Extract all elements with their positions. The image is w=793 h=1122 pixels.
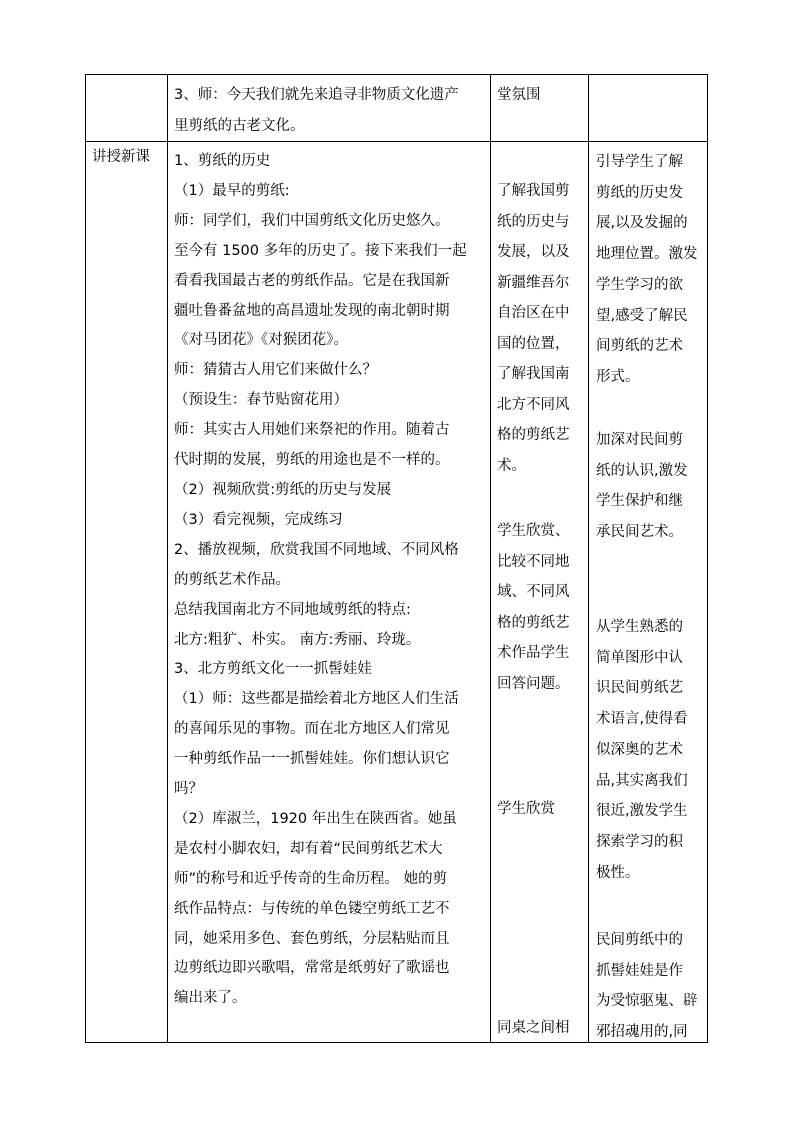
text-line: 《对马团花》《对猴团花》。 (174, 332, 348, 349)
text-line: 发展，以及 (497, 244, 570, 260)
text-line: 剪纸的历史发 (596, 184, 683, 201)
text-line: 承民间艺术。 (596, 524, 683, 541)
text-line: 展,以及发掘的 (596, 215, 688, 232)
text-line: 国的位置， (497, 335, 570, 352)
text-line: 是农村小脚农妇，却有着“民间剪纸艺术大 (174, 840, 443, 857)
table-border-top (85, 74, 708, 75)
text-line: 了解我国剪 (497, 183, 570, 199)
text-line: 纸的历史与 (497, 213, 570, 230)
text-line: 从学生熟悉的 (596, 619, 683, 635)
text-line: 1、剪纸的历史 (174, 153, 271, 169)
text-line: 看看我国最古老的剪纸作品。它是在我国新 (174, 272, 450, 289)
text-line: 2、播放视频，欣赏我国不同地域、不同风格 (174, 541, 459, 558)
student-activity-block (497, 1018, 570, 1038)
text-line: 3、北方剪纸文化一一抓髻娃娃 (174, 661, 372, 678)
text-line: 纸作品特点：与传统的单色镂空剪纸工艺不 (174, 900, 450, 917)
text-line: 简单图形中认 (596, 649, 683, 666)
text-line: 学生欣赏 (497, 801, 555, 817)
column-divider (588, 74, 589, 1043)
student-activity-block (497, 799, 555, 819)
text-line: 识民间剪纸艺 (596, 680, 683, 697)
text-line: （2）视频欣赏:剪纸的历史与发展 (174, 481, 392, 498)
text-line: 至今有 1500 多年的历史了。接下来我们一起 (174, 242, 467, 259)
text-line: 总结我国南北方不同地域剪纸的特点: (174, 601, 411, 618)
text-line: 品,其实离我们 (596, 772, 688, 789)
text-line: 邪招魂用的,同 (596, 1024, 688, 1041)
teacher-activity-cell (174, 80, 459, 142)
text-line: 格的剪纸艺 (497, 427, 570, 443)
column-divider (490, 74, 491, 1043)
design-intent-block (596, 612, 688, 888)
text-line: 纸的认识,激发 (596, 462, 688, 479)
text-line: 术作品学生 (497, 645, 570, 661)
text-line: 比较不同地 (497, 553, 570, 570)
text-line: 吗？ (174, 781, 203, 798)
text-line: （1）最早的剪纸: (174, 182, 290, 199)
text-line: 同桌之间相 (497, 1020, 570, 1036)
text-line: 学生保护和继 (596, 493, 683, 510)
text-line: 极性。 (596, 864, 640, 881)
text-line: 的剪纸艺术作品。 (174, 571, 290, 588)
text-line: 学生学习的欲 (596, 276, 683, 293)
design-intent-block (596, 425, 688, 548)
text-line: 引导学生了解 (596, 154, 683, 170)
text-line: （2）库淑兰，1920 年出生在陕西省。她虽 (174, 810, 457, 827)
text-line: 边剪纸边即兴歌唱，常常是纸剪好了歌谣也 (174, 960, 450, 977)
text-line: 师：猜猜古人用它们来做什么？ (174, 362, 377, 379)
text-line: （预设生：春节贴窗花用） (174, 392, 348, 409)
teacher-activity-cell (174, 147, 467, 1014)
text-line: 学生欣赏、 (497, 523, 570, 539)
text-line: 了解我国南 (497, 366, 570, 382)
text-line: 形式。 (596, 368, 640, 385)
text-line: 3、师：今天我们就先来追寻非物质文化遗产 (174, 87, 459, 103)
text-line: 同，她采用多色、套色剪纸，分层粘贴而且 (174, 930, 450, 947)
text-line: 的喜闻乐见的事物。而在北方地区人们常见 (174, 721, 450, 738)
text-line: 探索学习的积 (596, 833, 683, 850)
text-line: 望,感受了解民 (596, 307, 688, 324)
text-line: 为受惊驱鬼、辟 (596, 993, 698, 1010)
text-line: 抓髻娃娃是作 (596, 962, 683, 979)
text-line: 北方不同风 (497, 396, 570, 413)
student-activity-block (497, 516, 570, 699)
text-line: 里剪纸的古老文化。 (174, 118, 305, 134)
text-line: 域、不同风 (497, 584, 570, 600)
text-line: 术语言,使得看 (596, 711, 688, 728)
stage-label: 讲授新课 (92, 149, 150, 165)
text-line: 似深奥的艺术 (596, 741, 683, 758)
text-line: 新疆维吾尔 (497, 274, 570, 291)
text-line: 一种剪纸作品一一抓髻娃娃。你们想认识它 (174, 751, 450, 768)
table-border-left (85, 74, 86, 1043)
text-line: 很近,激发学生 (596, 803, 688, 820)
text-line: 编出来了。 (174, 990, 247, 1007)
text-line: 间剪纸的艺术 (596, 338, 683, 355)
text-line: 自治区在中 (497, 305, 570, 321)
text-line: 代时期的发展，剪纸的用途也是不一样的。 (174, 452, 450, 469)
design-intent-block (596, 925, 698, 1048)
design-intent-block (596, 147, 698, 393)
text-line: 堂氛围 (497, 87, 541, 103)
text-line: 术。 (497, 457, 526, 474)
text-line: 回答问题。 (497, 675, 570, 692)
student-activity-block (497, 176, 570, 481)
column-divider (167, 74, 168, 1043)
text-line: 师：其实古人用她们来祭祀的作用。随着古 (174, 422, 450, 439)
text-line: 地理位置。激发 (596, 246, 698, 263)
text-line: （1）师：这些都是描绘着北方地区人们生活 (174, 691, 459, 708)
text-line: 师：同学们，我们中国剪纸文化历史悠久。 (174, 212, 450, 229)
student-activity-cell (497, 80, 541, 111)
text-line: 师”的称号和近乎传奇的生命历程。 她的剪 (174, 870, 448, 887)
text-line: （3）看完视频，完成练习 (174, 511, 343, 528)
table-border-right (707, 74, 708, 1043)
text-line: 民间剪纸中的 (596, 932, 683, 948)
text-line: 格的剪纸艺 (497, 614, 570, 631)
text-line: 北方:粗犷、朴实。 南方:秀丽、玲珑。 (174, 631, 421, 648)
text-line: 加深对民间剪 (596, 432, 683, 448)
text-line: 疆吐鲁番盆地的高昌遗址发现的南北朝时期 (174, 302, 450, 319)
